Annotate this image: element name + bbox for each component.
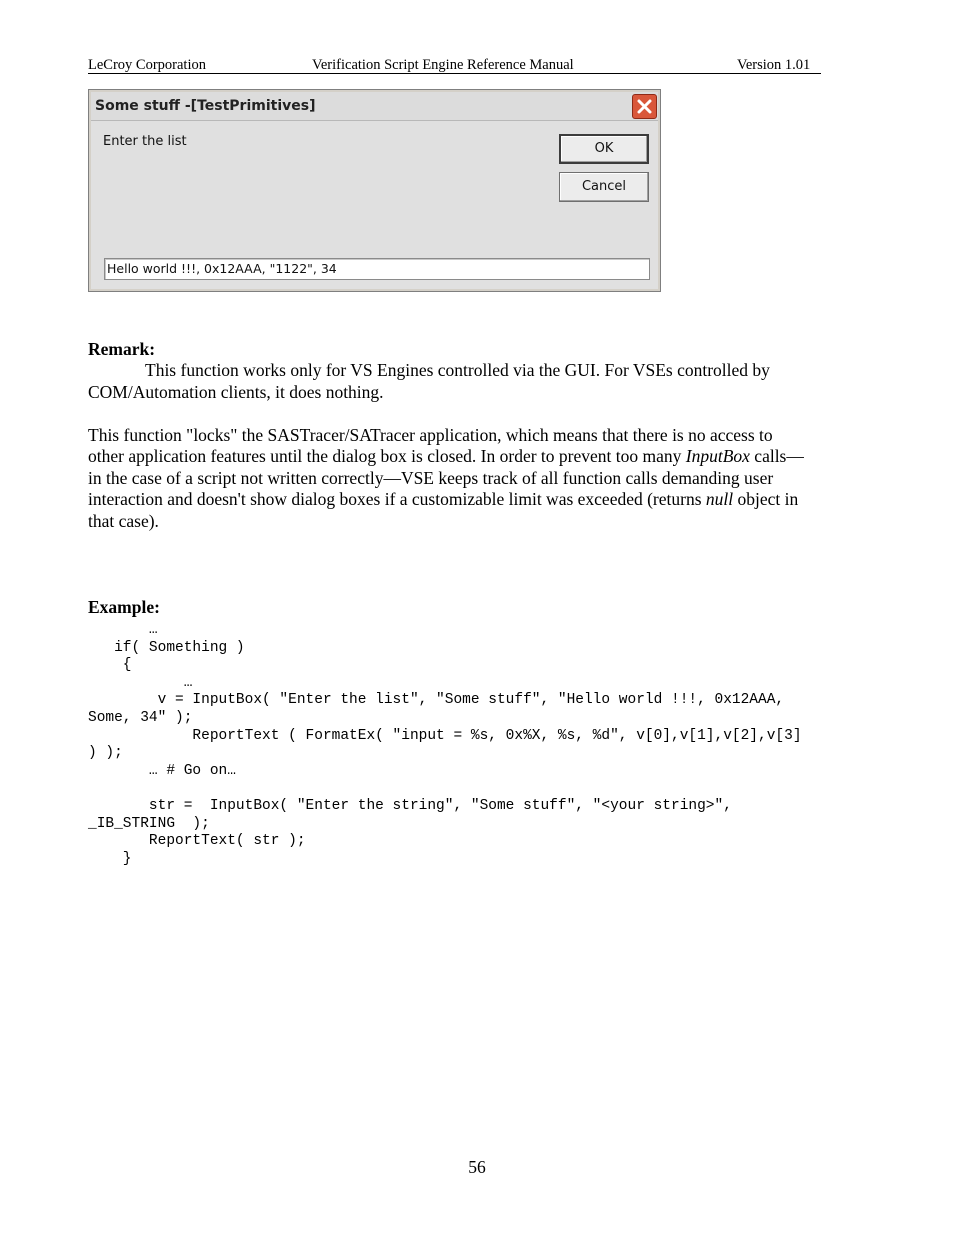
remark-para2-line4-c: object in [733,489,799,509]
code-line: } [88,850,132,867]
code-line: if( Something ) [88,639,245,656]
cancel-button[interactable]: Cancel [559,172,649,202]
code-line: … # Go on… [88,762,236,779]
example-heading: Example: [88,597,160,617]
inputbox-term: InputBox [685,446,750,466]
remark-para2-line4-a: interaction and doesn't show dialog boxes if a customizable limit was exceeded (returns [88,489,706,509]
code-line [88,780,802,798]
page-number: 56 [468,1157,486,1177]
header-title: Verification Script Engine Reference Manual [312,57,574,73]
remark-para2-line2-c: calls— [749,446,804,466]
remark-para2-line1: This function "locks" the SASTracer/SATracer application, which means that there is no access to [88,425,773,445]
code-line: ) ); [88,745,123,762]
header-version: Version 1.01 [737,57,811,73]
remark-para2-line2-a: other application features until the dialog box is closed. In order to prevent too many [88,446,686,466]
code-line: Some, 34" ); [88,709,193,726]
remark-heading: Remark: [88,339,156,359]
remark-para2-line4 [88,489,868,511]
dialog-input[interactable]: Hello world !!!, 0x12AAA, "1122", 34 [104,258,650,280]
dialog-body [91,121,658,289]
inputbox-dialog [88,89,661,292]
null-term: null [705,489,734,509]
example-code-block [88,622,802,868]
dialog-prompt: Enter the list [103,134,187,149]
header-rule [88,73,821,74]
code-line: … [88,674,193,691]
remark-para1-line1: This function works only for VS Engines controlled via the GUI. For VSEs controlled by [145,360,770,380]
code-line: ReportText( str ); [88,833,306,850]
ok-button[interactable]: OK [559,134,649,164]
code-line: str = InputBox( "Enter the string", "Some stuff", "<your string>", [88,797,732,814]
header-left: LeCroy Corporation [88,57,206,73]
remark-para2-line3: in the case of a script not written correctly—VSE keeps track of all function calls demanding user [88,468,774,488]
code-line: … [88,622,158,638]
remark-para2-line5: that case). [88,511,159,531]
code-line: v = InputBox( "Enter the list", "Some stuff", "Hello world !!!, 0x12AAA, [88,692,785,709]
remark-para2-line2 [88,446,868,468]
dialog-title: Some stuff -[TestPrimitives] [95,98,316,114]
code-line: _IB_STRING ); [88,815,210,832]
code-line: ReportText ( FormatEx( "input = %s, 0x%X, %s, %d", v[0],v[1],v[2],v[3] [88,727,802,744]
dialog-titlebar [91,92,658,121]
remark-para1-line2: COM/Automation clients, it does nothing. [88,382,384,402]
close-icon[interactable] [632,94,657,119]
code-line: { [88,657,132,674]
